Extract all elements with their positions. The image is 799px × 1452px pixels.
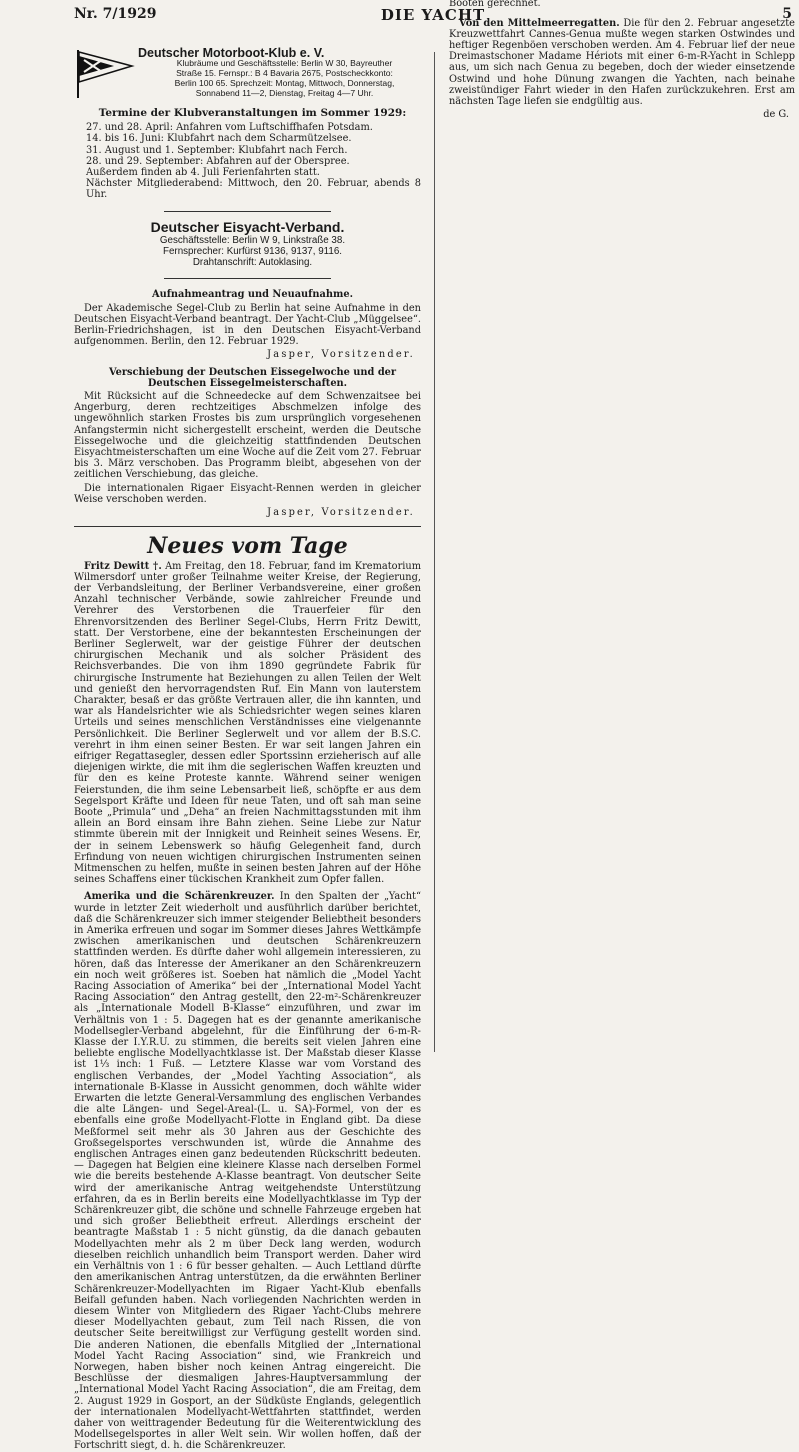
amerika-article (74, 891, 421, 1451)
motorboot-title: Deutscher Motorboot-Klub e. V. (138, 46, 325, 60)
eisyacht-section (74, 218, 421, 519)
section-rule (164, 211, 331, 212)
motorboot-section (74, 48, 421, 201)
welt-article (449, 0, 795, 10)
column-divider (434, 52, 435, 1052)
termin-item: 28. und 29. September: Abfahren auf der Oberspree. (86, 155, 350, 167)
termin-item: Außerdem finden ab 4. Juli Ferienfahrten statt. (86, 167, 320, 179)
neues-title: Neues vom Tage (147, 533, 348, 560)
termin-item: 31. August und 1. September: Klubfahrt nach Ferch. (86, 144, 348, 156)
aufnahme-text: Der Akademische Segel-Club zu Berlin hat seine Aufnahme in den Deutschen Eisyacht-Verband beantragt. Der Yacht-Club „Müggelsee“. Berlin-Friedrichshagen, ist in den Deutschen Eisyacht-Verband aufgenommen. Berlin, den 12. Februar 1929. (74, 302, 421, 348)
eisyacht-info-line: Drahtanschrift: Autoklasing. (192, 257, 313, 269)
page-number: 5 (782, 6, 792, 22)
motorboot-info-line: Berlin 100 65. Sprechzeit: Montag, Mittwoch, Donnerstag, (174, 77, 395, 88)
termin-item: 14. bis 16. Juni: Klubfahrt nach dem Scharmützelsee. (86, 133, 352, 145)
amerika-heading: Amerika und die Schärenkreuzer. (84, 891, 275, 903)
aufnahme-signature: Jasper, Vorsitzender. (267, 349, 415, 361)
termin-item: 27. und 28. April: Anfahren vom Luftschiffhafen Potsdam. (86, 122, 373, 134)
verschiebung-text-2: Die internationalen Rigaer Eisyacht-Rennen werden in gleicher Weise verschoben werden. (74, 482, 421, 505)
eisyacht-title: Deutscher Eisyacht-Verband. (150, 218, 345, 235)
dewitt-text: Am Freitag, den 18. Februar, fand im Krematorium Wilmersdorf unter großer Teilnahme weiter Kreise, der Regierung, der Verbandsleitung, der Berliner Verbandsvereine, einer großen Anzahl technischer Verbände, sowie zahlreicher Freunde und Verehrer des Verstorbenen die Trauerfeier für den Ehrenvorsitzenden des Berliner Segel-Clubs, Herrn Fritz Dewitt, statt. Der Verstorbene, eine der bekanntesten Erscheinungen der Berliner Seglerwelt, war der geistige Führer der deutschen chirurgischen Mechanik und als solcher Präsident des Reichsverbandes. Die von ihm 1890 gegründete Fabrik für chirurgische Instrumente hat Beziehungen zu allen Teilen der Welt und genießt den hervorragendsten Ruf. Ein Mann von lauterstem Charakter, besaß er das größte Vertrauen aller, die ihn kannten, und war als Handelsrichter wie als Schiedsrichter wegen seines klaren Urteils und seines menschlichen Verständnisses eine vielgenannte Persönlichkeit. Die Berliner Seglerwelt und vor allem der B.S.C. verehrt in ihm einen seiner Besten. Er war seit langen Jahren ein eifriger Regattasegler, dessen edler Sportssinn erzieherisch auf alle diejenigen wirkte, die mit ihm die seglerischen Waffen kreuzten und für den es keine Proteste kannte. Während seiner wenigen Feierstunden, die ihm seine Lebensarbeit ließ, schöpfte er aus dem Segelsport Kräfte und Ideen für neue Taten, und oft sah man seine Boote „Primula“ und „Deha“ an freien Nachmittagsstunden mit ihm allein an Bord einsam ihre Bahn ziehen. Seine Liebe zur Natur stimmte überein mit der Innigkeit und Reinheit seines Wesens. Er, der in seinem Lebenswerk so häufig Gelegenheit fand, durch Erfindung von neuen wichtigen chirurgischen Instrumenten seinen Mitmenschen zu helfen, mußte in seinen besten Jahren auf der Höhe seines Schaffens einer tückischen Krankheit zum Opfer fallen. (74, 560, 421, 886)
mittel-article (449, 18, 795, 108)
issue-number: Nr. 7/1929 (74, 6, 157, 22)
club-burgee-icon (74, 48, 134, 100)
verschiebung-title: Verschiebung der Deutschen Eissegelwoche und der Deutschen Eissegelmeisterschaften. (108, 366, 397, 389)
amerika-continuation (449, 0, 795, 120)
motorboot-info-line: Sonnabend 11—2, Dienstag, Freitag 4—7 Uhr. (195, 87, 374, 98)
aufnahme-title: Aufnahmeantrag und Neuaufnahme. (151, 289, 353, 301)
magazine-title: DIE YACHT (380, 6, 486, 24)
motorboot-info-line: Straße 15. Fernspr.: B 4 Bavaria 2675, Postscheckkonto: (176, 68, 393, 78)
verschiebung-signature: Jasper, Vorsitzender. (267, 507, 415, 519)
dewitt-heading: Fritz Dewitt †. (84, 560, 162, 572)
motorboot-info-line: Klubräume und Geschäftsstelle: Berlin W 30, Bayreuther (176, 58, 393, 69)
mittel-signature: de G. (763, 109, 789, 121)
left-column (74, 46, 421, 1452)
mittel-heading: Von den Mittelmeerregatten. (459, 17, 620, 29)
neues-section (74, 533, 421, 1452)
termin-item: Nächster Mitgliederabend: Mittwoch, den 20. Februar, abends 8 Uhr. (86, 178, 421, 201)
eisyacht-info-line: Fernsprecher: Kurfürst 9136, 9137, 9116. (163, 246, 342, 258)
eisyacht-info-line: Geschäftsstelle: Berlin W 9, Linkstraße 38. (159, 234, 346, 246)
right-column (449, 0, 795, 1120)
verschiebung-text: Mit Rücksicht auf die Schneedecke auf dem Schwenzaitsee bei Angerburg, deren rechtzeitiges Abschmelzen infolge des ungewöhnlich starken Frostes bis zum ursprünglich vorgesehenen Anfangstermin nicht sichergestellt erscheint, werden die Deutsche Eissegelwoche und die gleichzeitig stattfindenden Deutschen Eisyachtmeisterschaften um eine Woche auf die Zeit vom 27. Februar bis 3. März verschoben. Das Programm bleibt, abgesehen von der zeitlichen Verschiebung, das gleiche. (74, 391, 421, 481)
section-rule (74, 526, 421, 527)
welt-text: Booten gerechnet. (449, 0, 541, 10)
section-rule (164, 278, 331, 279)
termine-title: Termine der Klubveranstaltungen im Sommer 1929: (98, 107, 407, 119)
dewitt-article (74, 561, 421, 886)
mittel-text: Die für den 2. Februar angesetzte Kreuzwettfahrt Cannes-Genua mußte wegen starken Ostwindes und heftiger Regenböen verschoben werden. Am 4. Februar lief der neue Dreimastschoner Madame Hériots mit einer 6-m-R-Yacht in Schlepp aus, um sich nach Genua zu begeben, doch der wieder einsetzende Ostwind und hohe Dünung zwangen die Yachten, nach beinahe zweistündiger Fahrt wieder in den Hafen zurückzukehren. Erst am nächsten Tage liefen sie endgültig aus. (449, 17, 795, 108)
amerika-text: In den Spalten der „Yacht“ wurde in letzter Zeit wiederholt und ausführlich darüber berichtet, daß die Schärenkreuzer sich immer steigender Beliebtheit besonders in Amerika erfreuen und sogar im Sommer dieses Jahres Wettkämpfe zwischen amerikanischen und deutschen Schärenkreuzern stattfinden werden. Es dürfte daher wohl allgemein interessieren, zu hören, daß das Interesse der Amerikaner an den Schärenkreuzern ein noch weit größeres ist. Soeben hat nämlich die „Model Yacht Racing Association of Amerika“ bei der „International Model Yacht Racing Association“ den Antrag gestellt, den 22-m²-Schärenkreuzer als „Internationale Modell B-Klasse“ einzuführen, und zwar im Verhältnis von 1 : 5. Dagegen hat es der genannte amerikanische Modellsegler-Verband abgelehnt, für die Einführung der 6-m-R-Klasse der I.Y.R.U. zu stimmen, die bereits seit vielen Jahren eine beliebte englische Modellyachtklasse ist. Der Maßstab dieser Klasse ist 1⅓ inch: 1 Fuß. — Letztere Klasse war vom Vorstand des englischen Verbandes, der „Model Yachting Association“, als internationale B-Klasse in Aussicht genommen, doch wählte wider Erwarten die letzte General-Versammlung des englischen Verbandes die alte Längen- und Segel-Areal-(L. u. SA)-Formel, von der es ebenfalls eine große Modellyacht-Flotte in England gibt. Da diese Meßformel seit mehr als 30 Jahren aus der Geschichte des Großsegelsportes verschwunden ist, würde die Annahme des englischen Antrages einen ganz bedeutenden Rückschritt bedeuten. — Dagegen hat Belgien eine kleinere Klasse nach derselben Formel wie die bereits bestehende A-Klasse beantragt. Von deutscher Seite wird der amerikanische Antrag weitgehendste Unterstützung erfahren, da es in Berlin bereits eine Modellyachtklasse im Typ der Schärenkreuzer gibt, die schöne und schnelle Fahrzeuge ergeben hat und sich großer Beliebtheit erfreut. Allerdings erscheint der beantragte Maßstab 1 : 5 nicht günstig, da die danach gebauten Modellyachten mehr als 2 m über Deck lang werden, wodurch dieselben reichlich unhandlich beim Transport werden. Daher wird ein Verhältnis von 1 : 6 für besser gehalten. — Auch Lettland dürfte den amerikanischen Antrag unterstützen, da die erwähnten Berliner Schärenkreuzer-Modellyachten im Rigaer Yacht-Klub ebenfalls Beifall gefunden haben. Nach vorliegenden Nachrichten werden in diesem Winter von Mitgliedern des Rigaer Yacht-Clubs mehrere dieser Modellyachten gebaut, zum Teil nach Rissen, die von deutscher Seite bereitwilligst zur Verfügung gestellt worden sind. Die anderen Nationen, die ebenfalls Mitglied der „International Model Yacht Racing Association“ sind, wie Frankreich und Norwegen, haben bisher noch keinen Antrag eingereicht. Die Beschlüsse der diesmaligen Jahres-Hauptversammlung der „International Model Yacht Racing Association“, die am Freitag, dem 2. August 1929 in Gosport, an der Südküste Englands, gelegentlich der internationalen Modellyacht-Wettfahrten stattfindet, werden daher von weittragender Bedeutung für die Weiterentwicklung des Modellsegelsportes in aller Welt sein. Wir wollen hoffen, daß der Fortschritt siegt, d. h. die Schärenkreuzer. (74, 891, 421, 1452)
